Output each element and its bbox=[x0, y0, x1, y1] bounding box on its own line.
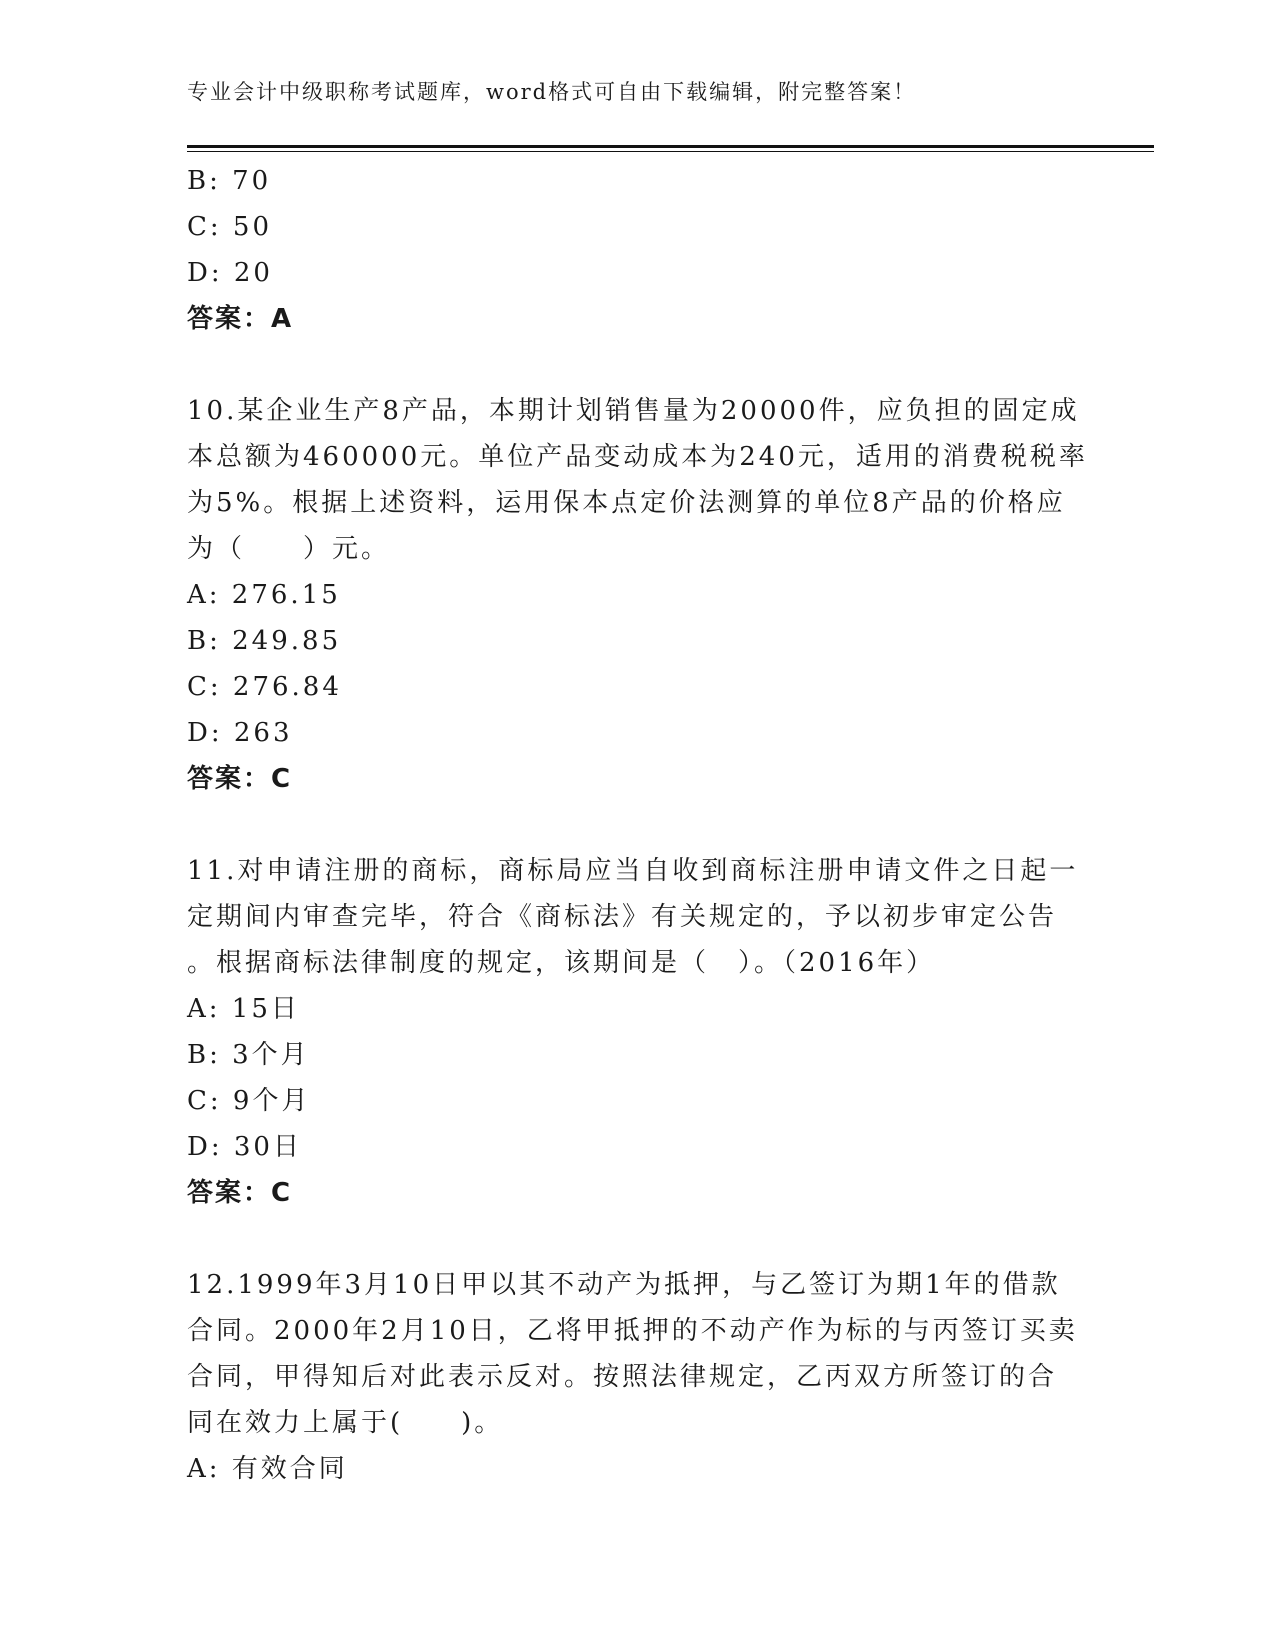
question-text-line: 合同。2000年2月10日，乙将甲抵押的不动产作为标的与丙签订买卖 bbox=[187, 1316, 1078, 1346]
answer-label: 答案： bbox=[187, 1178, 272, 1208]
page-header: 专业会计中级职称考试题库，word格式可自由下载编辑，附完整答案！ bbox=[187, 80, 917, 104]
answer-line bbox=[187, 1170, 1087, 1216]
option-line: B: 70 bbox=[187, 166, 272, 196]
answer-line bbox=[187, 756, 1087, 802]
option-line: D: 263 bbox=[187, 718, 293, 748]
answer-value: C bbox=[271, 764, 293, 794]
option-line: B: 249.85 bbox=[187, 626, 342, 656]
question-text-line: 11.对申请注册的商标，商标局应当自收到商标注册申请文件之日起一 bbox=[187, 856, 1079, 886]
question-text-line: 合同，甲得知后对此表示反对。按照法律规定，乙丙双方所签订的合 bbox=[187, 1362, 1058, 1392]
question-text-line: 本总额为460000元。单位产品变动成本为240元，适用的消费税税率 bbox=[187, 442, 1088, 472]
answer-label: 答案： bbox=[187, 764, 272, 794]
header-rule-thin bbox=[187, 151, 1154, 152]
question-text-line: 12.1999年3月10日甲以其不动产为抵押，与乙签订为期1年的借款 bbox=[187, 1270, 1061, 1300]
option-line: A: 15日 bbox=[187, 994, 300, 1024]
continued-question bbox=[187, 158, 1087, 342]
spacer bbox=[187, 1216, 1087, 1262]
answer-value: A bbox=[271, 304, 294, 334]
option-line: D: 30日 bbox=[187, 1132, 302, 1162]
document-body bbox=[187, 158, 1087, 1492]
answer-line bbox=[187, 296, 1087, 342]
option-line: A: 276.15 bbox=[187, 580, 341, 610]
option-line: A: 有效合同 bbox=[187, 1454, 348, 1484]
option-line: C: 276.84 bbox=[187, 672, 342, 702]
header-rule-thick bbox=[187, 145, 1154, 148]
answer-value: C bbox=[271, 1178, 293, 1208]
spacer bbox=[187, 802, 1087, 848]
question-text-line: 同在效力上属于( )。 bbox=[187, 1408, 504, 1438]
question-text-line: 定期间内审查完毕，符合《商标法》有关规定的，予以初步审定公告 bbox=[187, 902, 1058, 932]
question-text-line: 10.某企业生产8产品，本期计划销售量为20000件，应负担的固定成 bbox=[187, 396, 1080, 426]
question-text-line: 为（ ）元。 bbox=[187, 534, 391, 564]
answer-label: 答案： bbox=[187, 304, 272, 334]
option-line: B: 3个月 bbox=[187, 1040, 310, 1070]
option-line: C: 50 bbox=[187, 212, 273, 242]
option-line: C: 9个月 bbox=[187, 1086, 311, 1116]
question-11 bbox=[187, 848, 1087, 1216]
question-10 bbox=[187, 388, 1087, 802]
option-line: D: 20 bbox=[187, 258, 273, 288]
question-text-line: 。根据商标法律制度的规定，该期间是（ ）。（2016年） bbox=[187, 948, 936, 978]
question-12 bbox=[187, 1262, 1087, 1492]
question-text-line: 为5%。根据上述资料，运用保本点定价法测算的单位8产品的价格应 bbox=[187, 488, 1066, 518]
spacer bbox=[187, 342, 1087, 388]
